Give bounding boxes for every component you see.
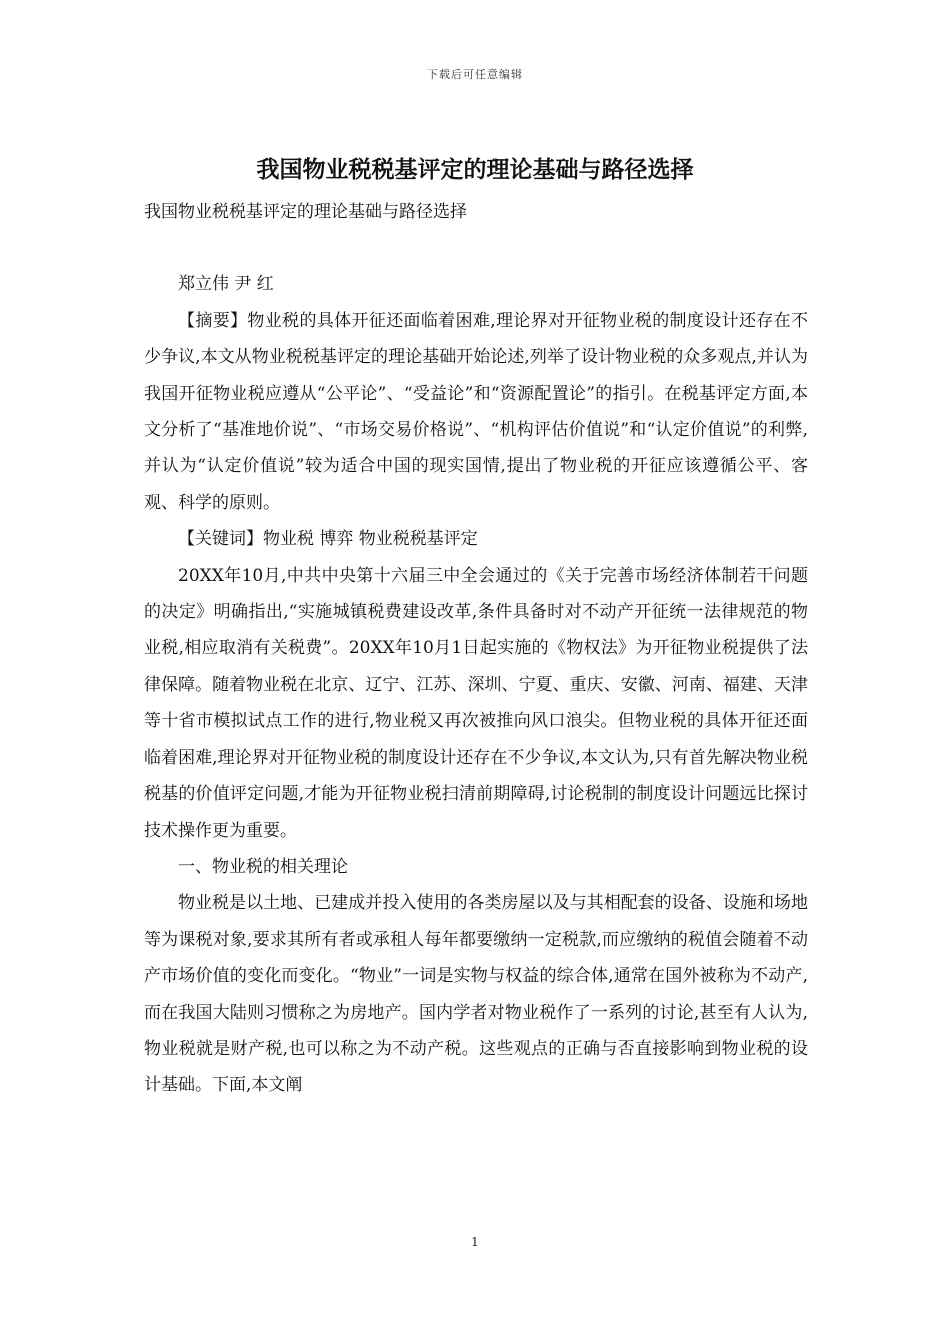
blank-line <box>144 230 808 266</box>
page-number: 1 <box>471 1235 479 1249</box>
document-title: 我国物业税税基评定的理论基础与路径选择 <box>256 156 694 183</box>
document-body <box>144 194 808 1104</box>
header-note: 下载后可任意编辑 <box>427 68 523 81</box>
section-heading: 一、物业税的相关理论 <box>178 856 348 877</box>
authors: 郑立伟 尹 红 <box>178 274 274 295</box>
body-paragraph: 20XX年10月,中共中央第十六届三中全会通过的《关于完善市场经济体制若干问题的决定》明确指出,“实施城镇税费建设改革,条件具备时对不动产开征统一法律规范的物业税,相应取消有关税费”。20XX年10月1日起实施的《物权法》为开征物业税提供了法律保障。随着物业税在北京、辽宁、江苏、深圳、宁夏、重庆、安徽、河南、福建、天津等十省市模拟试点工作的进行,物业税又再次被推向风口浪尖。但物业税的具体开征还面临着困难,理论界对开征物业税的制度设计还存在不少争议,本文认为,只有首先解决物业税税基的价值评定问题,才能为开征物业税扫清前期障碍,讨论税制的制度设计问题远比探讨技术操作更为重要。 <box>144 565 808 841</box>
abstract: 【摘要】物业税的具体开征还面临着困难,理论界对开征物业税的制度设计还存在不少争议,本文从物业税税基评定的理论基础开始论述,列举了设计物业税的众多观点,并认为我国开征物业税应遵从“公平论”、“受益论”和“资源配置论”的指引。在税基评定方面,本文分析了“基准地价说”、“市场交易价格说”、“机构评估价值说”和“认定价值说”的利弊,并认为“认定价值说”较为适合中国的现实国情,提出了物业税的开征应该遵循公平、客观、科学的原则。 <box>144 310 808 513</box>
document-subtitle: 我国物业税税基评定的理论基础与路径选择 <box>144 202 467 222</box>
body-paragraph: 物业税是以土地、已建成并投入使用的各类房屋以及与其相配套的设备、设施和场地等为课税对象,要求其所有者或承租人每年都要缴纳一定税款,而应缴纳的税值会随着不动产市场价值的变化而变化。“物业”一词是实物与权益的综合体,通常在国外被称为不动产,而在我国大陆则习惯称之为房地产。国内学者对物业税作了一系列的讨论,甚至有人认为,物业税就是财产税,也可以称之为不动产税。这些观点的正确与否直接影响到物业税的设计基础。下面,本文阐 <box>144 893 808 1096</box>
keywords: 【关键词】物业税 博弈 物业税税基评定 <box>178 529 478 550</box>
